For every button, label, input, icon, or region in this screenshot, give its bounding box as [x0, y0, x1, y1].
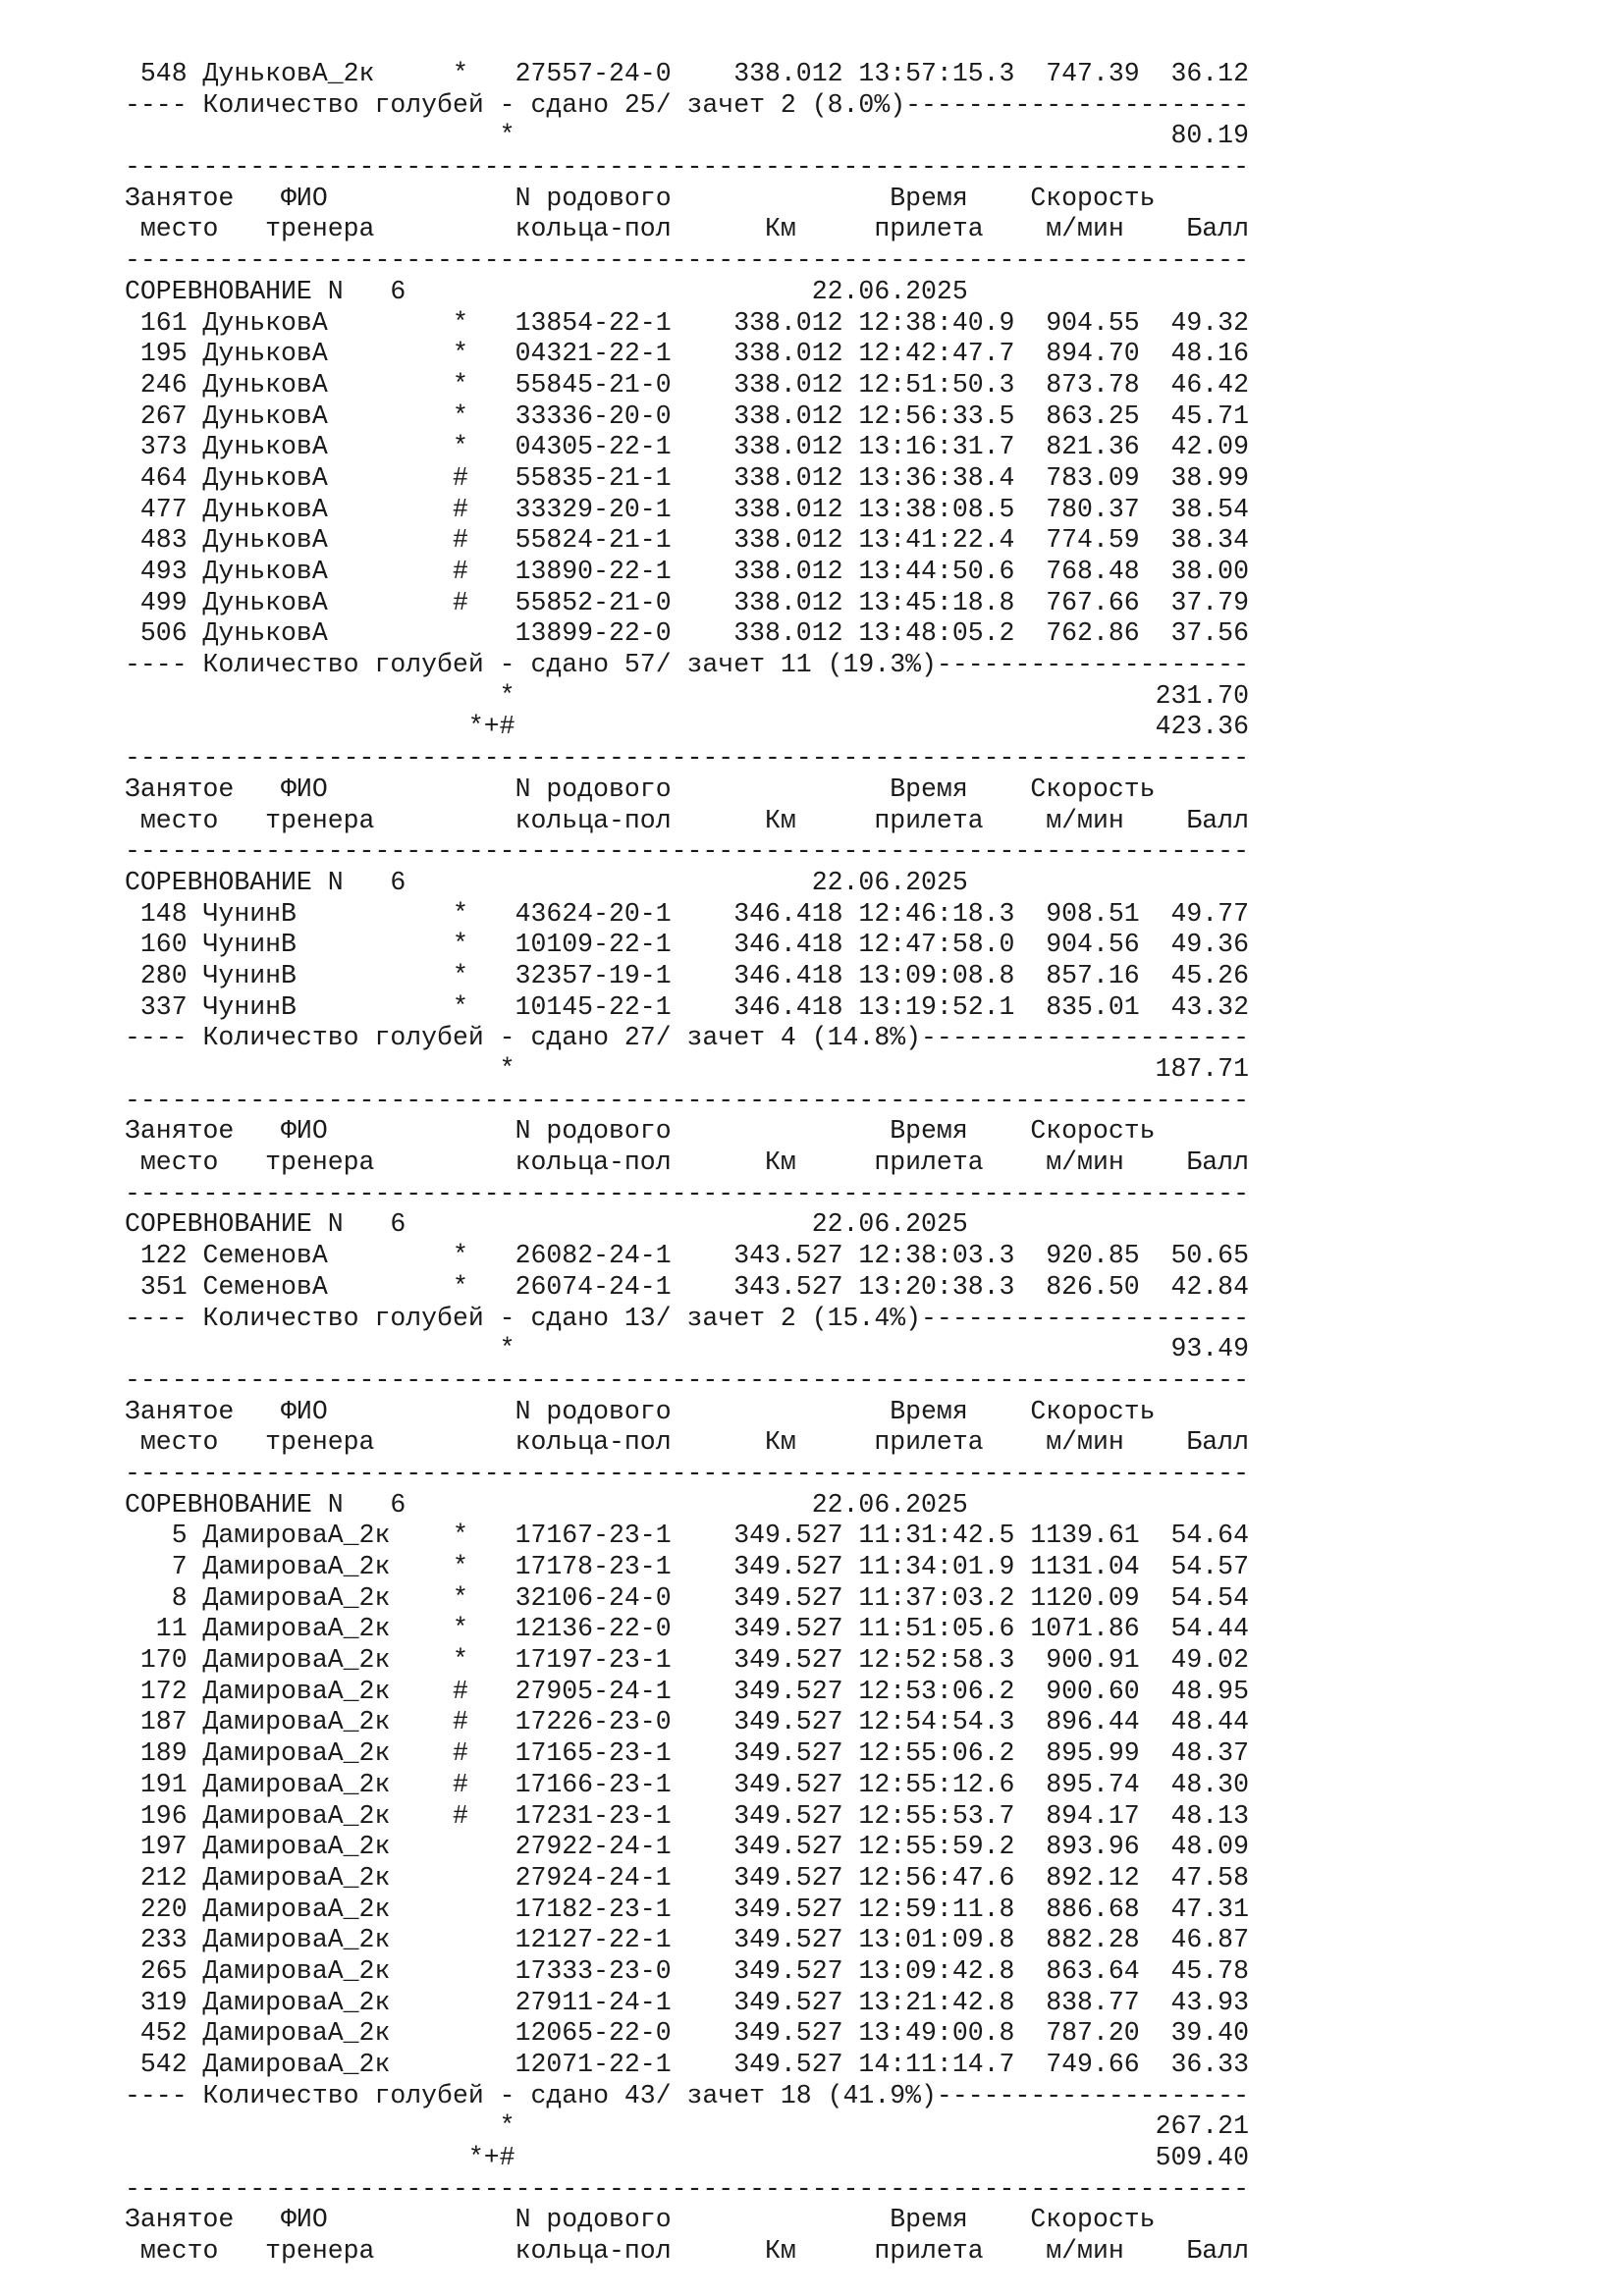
report-line: 351 СеменовА * 26074-24-1 343.527 13:20:38.3 826.50 42.84 — [125, 1271, 1249, 1302]
report-line: 220 ДамироваА_2к 17182-23-1 349.527 12:59:11.8 886.68 47.31 — [125, 1894, 1249, 1924]
report-line: * 187.71 — [125, 1054, 1249, 1084]
report-line: место тренера кольца-пол Км прилета м/мин Балл — [125, 1148, 1249, 1178]
report-line: Занятое ФИО N родового Время Скорость — [125, 183, 1156, 213]
report-line: 267 ДуньковА * 33336-20-0 338.012 12:56:33.5 863.25 45.71 — [125, 400, 1249, 431]
report-line: Занятое ФИО N родового Время Скорость — [125, 1116, 1156, 1147]
report-line: ---- Количество голубей - сдано 43/ зачет 18 (41.9%)-------------------- — [125, 2080, 1249, 2110]
report-line: ---- Количество голубей - сдано 57/ зачет 11 (19.3%)-------------------- — [125, 650, 1249, 680]
report-line: место тренера кольца-пол Км прилета м/мин Балл — [125, 214, 1249, 244]
report-line: * 80.19 — [125, 121, 1249, 151]
report-line: 548 ДуньковА_2к * 27557-24-0 338.012 13:57:15.3 747.39 36.12 — [125, 59, 1249, 88]
report-line: Занятое ФИО N родового Время Скорость — [125, 1396, 1156, 1426]
report-line: 5 ДамироваА_2к * 17167-23-1 349.527 11:31:42.5 1139.61 54.64 — [125, 1521, 1249, 1551]
report-line: 337 ЧунинВ * 10145-22-1 346.418 13:19:52.1 835.01 43.32 — [125, 991, 1249, 1022]
report-line: 160 ЧунинВ * 10109-22-1 346.418 12:47:58.0 904.56 49.36 — [125, 930, 1249, 960]
report-line: место тренера кольца-пол Км прилета м/мин Балл — [125, 2236, 1249, 2267]
report-line: 161 ДуньковА * 13854-22-1 338.012 12:38:40.9 904.55 49.32 — [125, 307, 1249, 338]
report-line: ------------------------------------------------------------------------ — [125, 245, 1249, 276]
report-line: ---- Количество голубей - сдано 27/ зачет 4 (14.8%)--------------------- — [125, 1023, 1249, 1053]
report-line: 195 ДуньковА * 04321-22-1 338.012 12:42:47.7 894.70 48.16 — [125, 339, 1249, 369]
report-line: 483 ДуньковА # 55824-21-1 338.012 13:41:22.4 774.59 38.34 — [125, 525, 1249, 556]
report-line: ------------------------------------------------------------------------ — [125, 1178, 1249, 1208]
report-line: СОРЕВНОВАНИЕ N 6 22.06.2025 — [125, 1489, 968, 1520]
report-line: СОРЕВНОВАНИЕ N 6 22.06.2025 — [125, 276, 968, 306]
report-line: *+# 509.40 — [125, 2143, 1249, 2173]
report-line: 11 ДамироваА_2к * 12136-22-0 349.527 11:51:05.6 1071.86 54.44 — [125, 1614, 1249, 1644]
report-line: 506 ДуньковА 13899-22-0 338.012 13:48:05.2 762.86 37.56 — [125, 618, 1249, 649]
report-line: 196 ДамироваА_2к # 17231-23-1 349.527 12:55:53.7 894.17 48.13 — [125, 1800, 1249, 1831]
report-line: ------------------------------------------------------------------------ — [125, 2173, 1249, 2204]
report-line: место тренера кольца-пол Км прилета м/мин Балл — [125, 1427, 1249, 1458]
report-line: 319 ДамироваА_2к 27911-24-1 349.527 13:21:42.8 838.77 43.93 — [125, 1987, 1249, 2017]
report-line: 246 ДуньковА * 55845-21-0 338.012 12:51:50.3 873.78 46.42 — [125, 369, 1249, 400]
results-document — [125, 59, 1249, 2268]
report-line: ------------------------------------------------------------------------ — [125, 1364, 1249, 1395]
report-line: 148 ЧунинВ * 43624-20-1 346.418 12:46:18.3 908.51 49.77 — [125, 898, 1249, 929]
report-line: 265 ДамироваА_2к 17333-23-0 349.527 13:09:42.8 863.64 45.78 — [125, 1955, 1249, 1986]
report-line: место тренера кольца-пол Км прилета м/мин Балл — [125, 805, 1249, 835]
report-line: Занятое ФИО N родового Время Скорость — [125, 774, 1156, 804]
report-line: 191 ДамироваА_2к # 17166-23-1 349.527 12:55:12.6 895.74 48.30 — [125, 1769, 1249, 1799]
report-line: 7 ДамироваА_2к * 17178-23-1 349.527 11:34:01.9 1131.04 54.57 — [125, 1552, 1249, 1581]
report-line: 477 ДуньковА # 33329-20-1 338.012 13:38:08.5 780.37 38.54 — [125, 494, 1249, 524]
report-line: ------------------------------------------------------------------------ — [125, 1085, 1249, 1115]
report-line: 189 ДамироваА_2к # 17165-23-1 349.527 12:55:06.2 895.99 48.37 — [125, 1738, 1249, 1769]
report-line: 8 ДамироваА_2к * 32106-24-0 349.527 11:37:03.2 1120.09 54.54 — [125, 1582, 1249, 1613]
report-line: 542 ДамироваА_2к 12071-22-1 349.527 14:11:14.7 749.66 36.33 — [125, 2050, 1249, 2079]
report-line: Занятое ФИО N родового Время Скорость — [125, 2205, 1156, 2235]
report-line: ---- Количество голубей - сдано 13/ зачет 2 (15.4%)--------------------- — [125, 1303, 1249, 1333]
report-line: 373 ДуньковА * 04305-22-1 338.012 13:16:31.7 821.36 42.09 — [125, 432, 1249, 462]
report-line: СОРЕВНОВАНИЕ N 6 22.06.2025 — [125, 867, 968, 897]
report-line: 170 ДамироваА_2к * 17197-23-1 349.527 12:52:58.3 900.91 49.02 — [125, 1645, 1249, 1676]
report-line: * 231.70 — [125, 680, 1249, 711]
report-line: 452 ДамироваА_2к 12065-22-0 349.527 13:49:00.8 787.20 39.40 — [125, 2018, 1249, 2049]
report-line: ------------------------------------------------------------------------ — [125, 836, 1249, 867]
report-line: 280 ЧунинВ * 32357-19-1 346.418 13:09:08.8 857.16 45.26 — [125, 960, 1249, 990]
report-line: 499 ДуньковА # 55852-21-0 338.012 13:45:18.8 767.66 37.79 — [125, 587, 1249, 617]
report-line: 464 ДуньковА # 55835-21-1 338.012 13:36:38.4 783.09 38.99 — [125, 462, 1249, 493]
report-line: 197 ДамироваА_2к 27922-24-1 349.527 12:55:59.2 893.96 48.09 — [125, 1832, 1249, 1862]
report-line: ------------------------------------------------------------------------ — [125, 1458, 1249, 1488]
report-line: 233 ДамироваА_2к 12127-22-1 349.527 13:01:09.8 882.28 46.87 — [125, 1925, 1249, 1955]
report-line: ------------------------------------------------------------------------ — [125, 152, 1249, 183]
report-line: 493 ДуньковА # 13890-22-1 338.012 13:44:50.6 768.48 38.00 — [125, 557, 1249, 586]
report-line: 122 СеменовА * 26082-24-1 343.527 12:38:03.3 920.85 50.65 — [125, 1241, 1249, 1271]
report-line: 172 ДамироваА_2к # 27905-24-1 349.527 12:53:06.2 900.60 48.95 — [125, 1676, 1249, 1706]
report-line: СОРЕВНОВАНИЕ N 6 22.06.2025 — [125, 1209, 968, 1240]
report-line: 187 ДамироваА_2к # 17226-23-0 349.527 12:54:54.3 896.44 48.44 — [125, 1707, 1249, 1737]
report-line: * 267.21 — [125, 2111, 1249, 2142]
report-line: 212 ДамироваА_2к 27924-24-1 349.527 12:56:47.6 892.12 47.58 — [125, 1862, 1249, 1893]
report-line: * 93.49 — [125, 1334, 1249, 1364]
report-line: ---- Количество голубей - сдано 25/ зачет 2 (8.0%)---------------------- — [125, 89, 1249, 120]
report-line: ------------------------------------------------------------------------ — [125, 743, 1249, 774]
report-line: *+# 423.36 — [125, 712, 1249, 742]
